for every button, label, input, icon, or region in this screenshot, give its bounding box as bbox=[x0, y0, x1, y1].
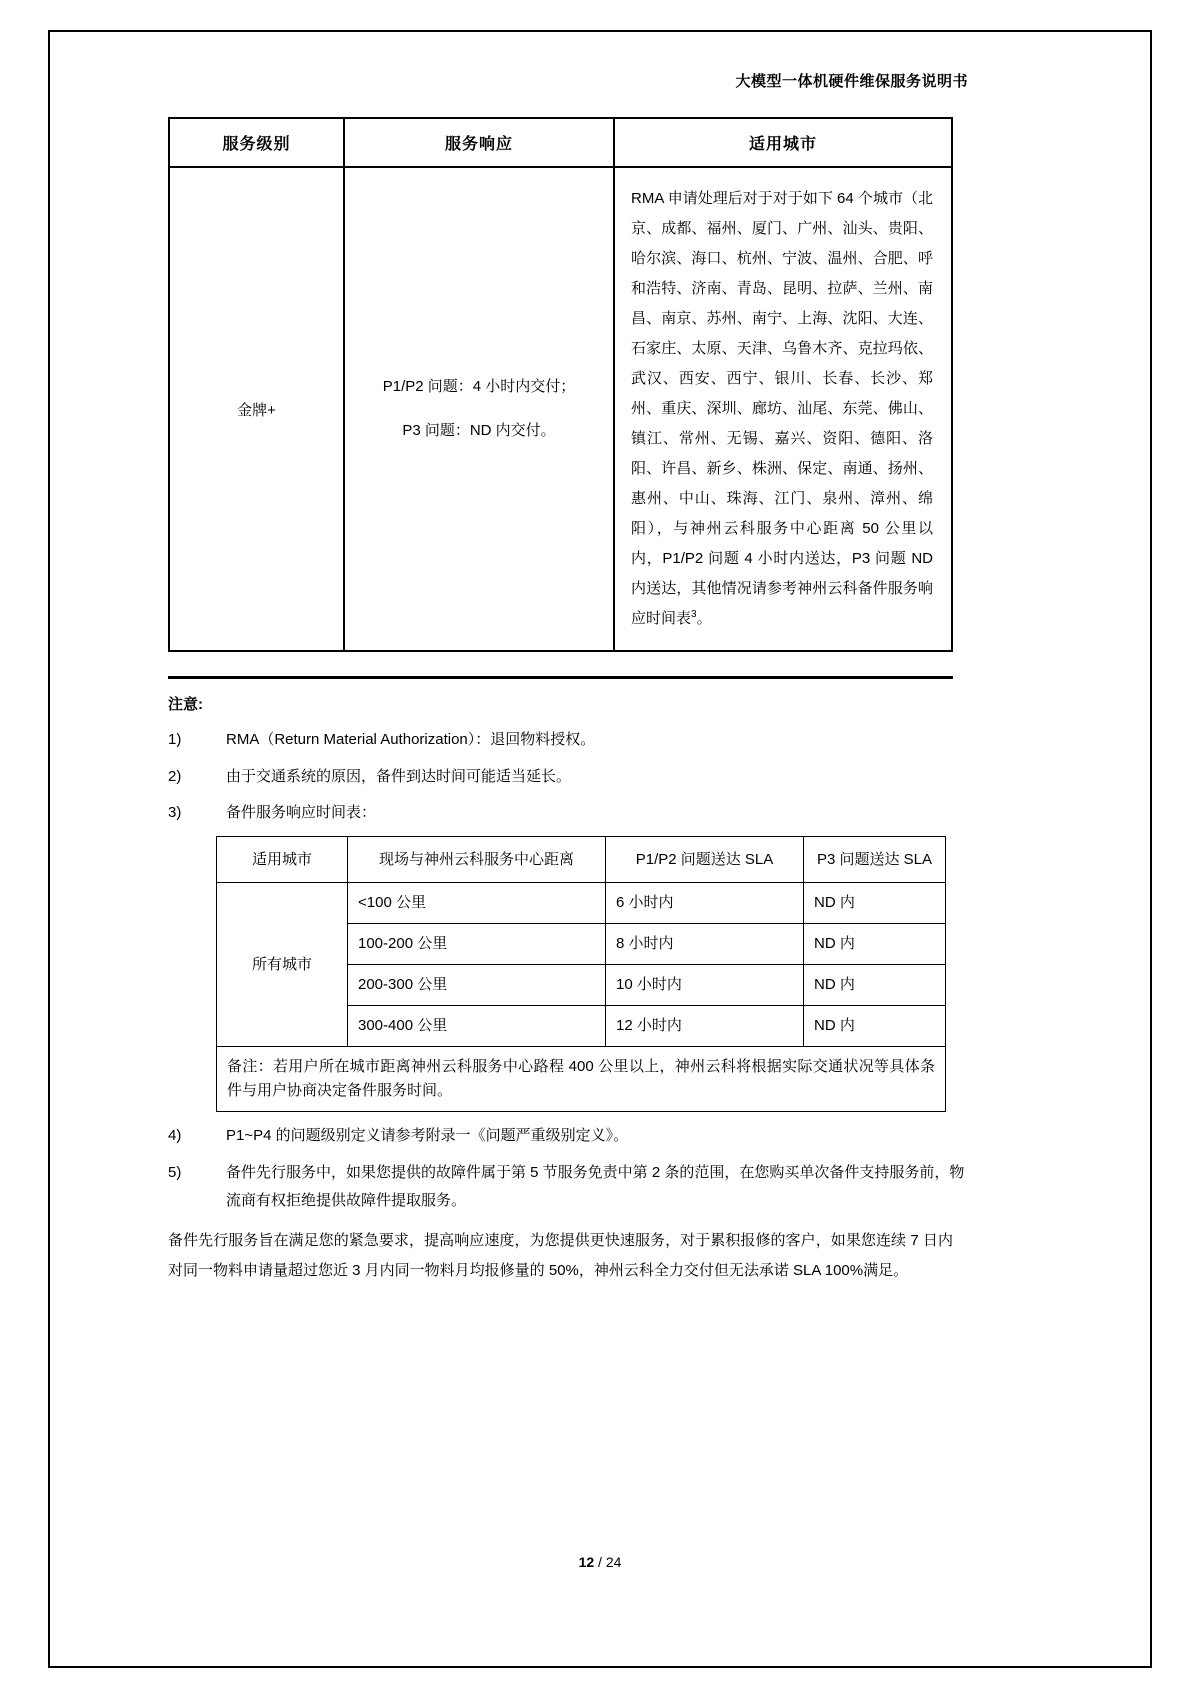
sla-header-distance: 现场与神州云科服务中心距离 bbox=[348, 836, 606, 883]
sla-p12-value: 6 小时内 bbox=[606, 883, 804, 924]
service-table-header-cities: 适用城市 bbox=[614, 118, 952, 167]
section-divider bbox=[168, 676, 953, 679]
sla-p3-value: ND 内 bbox=[804, 1006, 946, 1047]
sla-p12-value: 10 小时内 bbox=[606, 965, 804, 1006]
page-footer bbox=[0, 1554, 1200, 1570]
sla-p3-value: ND 内 bbox=[804, 924, 946, 965]
note-number: 5) bbox=[168, 1163, 182, 1181]
sla-distance-value: 300-400 公里 bbox=[348, 1006, 606, 1047]
note-number: 4) bbox=[168, 1127, 182, 1144]
spacer bbox=[363, 402, 595, 416]
sla-p3-value: ND 内 bbox=[804, 965, 946, 1006]
notes-title: 注意: bbox=[168, 696, 203, 713]
note-item-3 bbox=[168, 799, 968, 828]
sla-header-p3: P3 问题送达 SLA bbox=[804, 836, 946, 883]
service-cities-period: 。 bbox=[696, 610, 712, 627]
service-table-header-row bbox=[169, 118, 952, 167]
service-response-line2: P3 问题：ND 内交付。 bbox=[402, 422, 556, 439]
note-number: 1) bbox=[168, 731, 182, 748]
sla-remark-text: 备注：若用户所在城市距离神州云科服务中心路程 400 公里以上，神州云科将根据实际交通状况等具体条件与用户协商决定备件服务时间。 bbox=[217, 1047, 946, 1112]
note-text: 备件先行服务中，如果您提供的故障件属于第 5 节服务免责中第 2 条的范围，在您购买单次备件支持服务前，物流商有权拒绝提供故障件提取服务。 bbox=[226, 1163, 965, 1209]
sla-table-header-row bbox=[217, 836, 946, 883]
sla-table-wrapper bbox=[216, 836, 968, 1113]
service-cities-value bbox=[614, 167, 952, 651]
page-content bbox=[168, 70, 968, 1286]
service-level-value: 金牌+ bbox=[169, 167, 344, 651]
sla-distance-value: <100 公里 bbox=[348, 883, 606, 924]
table-row bbox=[217, 883, 946, 924]
footer-total-pages: 24 bbox=[605, 1554, 622, 1570]
note-text: P1~P4 的问题级别定义请参考附录一《问题严重级别定义》。 bbox=[226, 1127, 629, 1144]
service-level-table bbox=[168, 117, 953, 652]
sla-p3-value: ND 内 bbox=[804, 883, 946, 924]
note-number: 2) bbox=[168, 767, 182, 785]
document-header-title: 大模型一体机硬件维保服务说明书 bbox=[735, 72, 968, 90]
sla-response-time-table bbox=[216, 836, 946, 1113]
sla-city-group: 所有城市 bbox=[217, 883, 348, 1047]
note-text: RMA（Return Material Authorization）：退回物料授权。 bbox=[226, 731, 596, 748]
sla-header-city: 适用城市 bbox=[217, 836, 348, 883]
note-text: 备件服务响应时间表： bbox=[226, 804, 377, 821]
service-response-value bbox=[344, 167, 614, 651]
table-row bbox=[169, 167, 952, 651]
footer-current-page: 12 bbox=[578, 1554, 595, 1570]
note-item-4 bbox=[168, 1122, 968, 1151]
sla-distance-value: 200-300 公里 bbox=[348, 965, 606, 1006]
sla-distance-value: 100-200 公里 bbox=[348, 924, 606, 965]
service-response-line1: P1/P2 问题：4 小时内交付； bbox=[382, 378, 576, 395]
tail-paragraph: 备件先行服务旨在满足您的紧急要求，提高响应速度，为您提供更快速服务，对于累积报修的客户，如果您连续 7 日内对同一物料申请量超过您近 3 月内同一物料月均报修量的 50%，神州云科全力交付但无法承诺 SLA 100%满足。 bbox=[168, 1231, 953, 1279]
sla-remark-row bbox=[217, 1047, 946, 1112]
service-cities-superscript: 3 bbox=[691, 609, 697, 620]
note-number: 3) bbox=[168, 804, 182, 821]
note-item-2 bbox=[168, 763, 968, 792]
sla-p12-value: 12 小时内 bbox=[606, 1006, 804, 1047]
note-item-1 bbox=[168, 726, 968, 755]
note-item-5 bbox=[168, 1159, 968, 1216]
service-table-header-response: 服务响应 bbox=[344, 118, 614, 167]
footer-separator: / bbox=[598, 1554, 602, 1570]
service-cities-text: RMA 申请处理后对于对于如下 64 个城市（北京、成都、福州、厦门、广州、汕头、贵阳、哈尔滨、海口、杭州、宁波、温州、合肥、呼和浩特、济南、青岛、昆明、拉萨、兰州、南昌、南京、苏州、南宁、上海、沈阳、大连、石家庄、太原、天津、乌鲁木齐、克拉玛依、武汉、西安、西宁、银川、长春、长沙、郑州、重庆、深圳、廊坊、汕尾、东莞、佛山、镇江、常州、无锡、嘉兴、资阳、德阳、洛阳、许昌、新乡、株洲、保定、南通、扬州、惠州、中山、珠海、江门、泉州、漳州、绵阳），与神州云科服务中心距离 50 公里以内，P1/P2 问题 4 小时内送达，P3 问题 ND 内送达，其他情况请参考神州云科备件服务响应时间表 bbox=[631, 190, 933, 627]
sla-p12-value: 8 小时内 bbox=[606, 924, 804, 965]
service-table-header-level: 服务级别 bbox=[169, 118, 344, 167]
note-text: 由于交通系统的原因，备件到达时间可能适当延长。 bbox=[226, 767, 572, 785]
sla-header-p12: P1/P2 问题送达 SLA bbox=[606, 836, 804, 883]
